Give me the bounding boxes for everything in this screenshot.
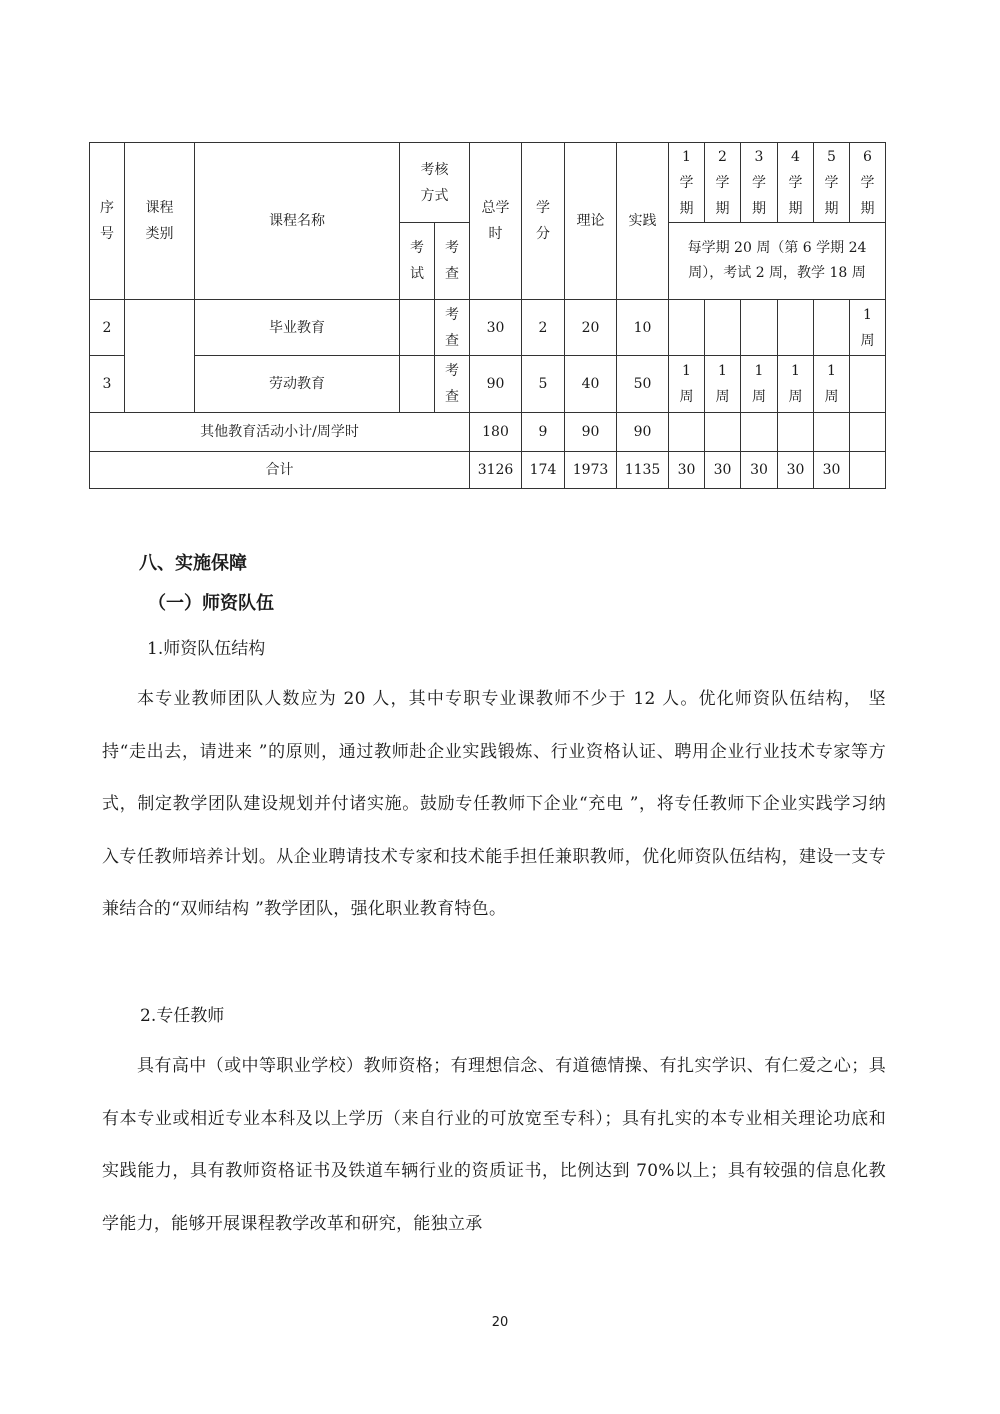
row-check: 考查 bbox=[435, 300, 470, 356]
row-sem-6 bbox=[850, 356, 886, 413]
subtotal-total: 180 bbox=[470, 413, 522, 452]
header-theory: 理论 bbox=[565, 143, 617, 300]
paragraph: 具有高中（或中等职业学校）教师资格；有理想信念、有道德情操、有扎实学识、有仁爱之心；具有本专业或相近专业本科及以上学历（来自行业的可放宽至专科）；具有扎实的本专业相关理论功底和实践能力，具有教师资格证书及铁道车辆行业的资质证书，比例达到 70%以上；具有较强的信息化教学能力，能够开展课程教学改革和研究，能独立承 bbox=[102, 1056, 886, 1234]
paragraph: 本专业教师团队人数应为 20 人，其中专职专业课教师不少于 12 人。优化师资队伍结构， 坚持“走出去，请进来 ”的原则，通过教师赴企业实践锻炼、行业资格认证、聘用企业行业技术专家等方式，制定教学团队建设规划并付诸实施。鼓励专任教师下企业“充电 ”，将专任教师下企业实践学习纳入专任教师培养计划。从企业聘请技术专家和技术能手担任兼职教师，优化师资队伍结构，建设一支专兼结合的“双师结构 ”教学团队，强化职业教育特色。 bbox=[102, 689, 886, 919]
table-row bbox=[90, 300, 886, 356]
header-weeks-note: 每学期 20 周（第 6 学期 24 周），考试 2 周，教学 18 周 bbox=[669, 223, 886, 300]
grand-total-sem-4: 30 bbox=[778, 452, 814, 489]
grand-total-practice: 1135 bbox=[617, 452, 669, 489]
row-practice: 10 bbox=[617, 300, 669, 356]
subtotal-label: 其他教育活动小计/周学时 bbox=[90, 413, 470, 452]
row-sem-3: 1周 bbox=[741, 356, 778, 413]
grand-total-label: 合计 bbox=[90, 452, 470, 489]
row-total: 30 bbox=[470, 300, 522, 356]
row-total: 90 bbox=[470, 356, 522, 413]
row-course-name: 毕业教育 bbox=[195, 300, 400, 356]
grand-total-credits: 174 bbox=[522, 452, 565, 489]
header-exam: 考试 bbox=[400, 223, 435, 300]
subsection-heading: （一）师资队伍 bbox=[148, 593, 274, 614]
row-exam bbox=[400, 356, 435, 413]
row-theory: 20 bbox=[565, 300, 617, 356]
grand-total-sem-6 bbox=[850, 452, 886, 489]
row-sem-2: 1周 bbox=[705, 356, 741, 413]
row-exam bbox=[400, 300, 435, 356]
row-sem-4: 1周 bbox=[778, 356, 814, 413]
subtotal-credits: 9 bbox=[522, 413, 565, 452]
row-sem-3 bbox=[741, 300, 778, 356]
subtotal-practice: 90 bbox=[617, 413, 669, 452]
row-sem-6: 1周 bbox=[850, 300, 886, 356]
grand-total-sem-1: 30 bbox=[669, 452, 705, 489]
row-category bbox=[125, 300, 195, 413]
header-category: 课程类别 bbox=[125, 143, 195, 300]
course-plan-table bbox=[89, 142, 886, 489]
header-check: 考查 bbox=[435, 223, 470, 300]
header-course-name: 课程名称 bbox=[195, 143, 400, 300]
row-credits: 2 bbox=[522, 300, 565, 356]
header-assess-method: 考核方式 bbox=[400, 143, 470, 223]
table-header-row bbox=[90, 143, 886, 223]
header-semester-5: 5学期 bbox=[814, 143, 850, 223]
subtotal-row bbox=[90, 413, 886, 452]
grand-total-total: 3126 bbox=[470, 452, 522, 489]
header-total-hours: 总学时 bbox=[470, 143, 522, 300]
grand-total-sem-5: 30 bbox=[814, 452, 850, 489]
row-course-name: 劳动教育 bbox=[195, 356, 400, 413]
row-seq: 3 bbox=[90, 356, 125, 413]
header-seq: 序号 bbox=[90, 143, 125, 300]
header-semester-2: 2学期 bbox=[705, 143, 741, 223]
row-sem-1: 1周 bbox=[669, 356, 705, 413]
row-seq: 2 bbox=[90, 300, 125, 356]
row-theory: 40 bbox=[565, 356, 617, 413]
header-semester-4: 4学期 bbox=[778, 143, 814, 223]
item-title: 1.师资队伍结构 bbox=[147, 639, 266, 659]
item-title: 2.专任教师 bbox=[140, 1006, 225, 1026]
row-credits: 5 bbox=[522, 356, 565, 413]
page-number: 20 bbox=[491, 1315, 509, 1330]
header-credits: 学分 bbox=[522, 143, 565, 300]
subtotal-theory: 90 bbox=[565, 413, 617, 452]
row-sem-2 bbox=[705, 300, 741, 356]
row-sem-5 bbox=[814, 300, 850, 356]
section-heading: 八、实施保障 bbox=[139, 553, 247, 574]
table-row bbox=[90, 356, 886, 413]
row-check: 考查 bbox=[435, 356, 470, 413]
grand-total-theory: 1973 bbox=[565, 452, 617, 489]
header-semester-3: 3学期 bbox=[741, 143, 778, 223]
grand-total-sem-3: 30 bbox=[741, 452, 778, 489]
row-sem-1 bbox=[669, 300, 705, 356]
grand-total-row bbox=[90, 452, 886, 489]
row-practice: 50 bbox=[617, 356, 669, 413]
grand-total-sem-2: 30 bbox=[705, 452, 741, 489]
header-semester-6: 6学期 bbox=[850, 143, 886, 223]
header-semester-1: 1学期 bbox=[669, 143, 705, 223]
header-practice: 实践 bbox=[617, 143, 669, 300]
row-sem-4 bbox=[778, 300, 814, 356]
row-sem-5: 1周 bbox=[814, 356, 850, 413]
